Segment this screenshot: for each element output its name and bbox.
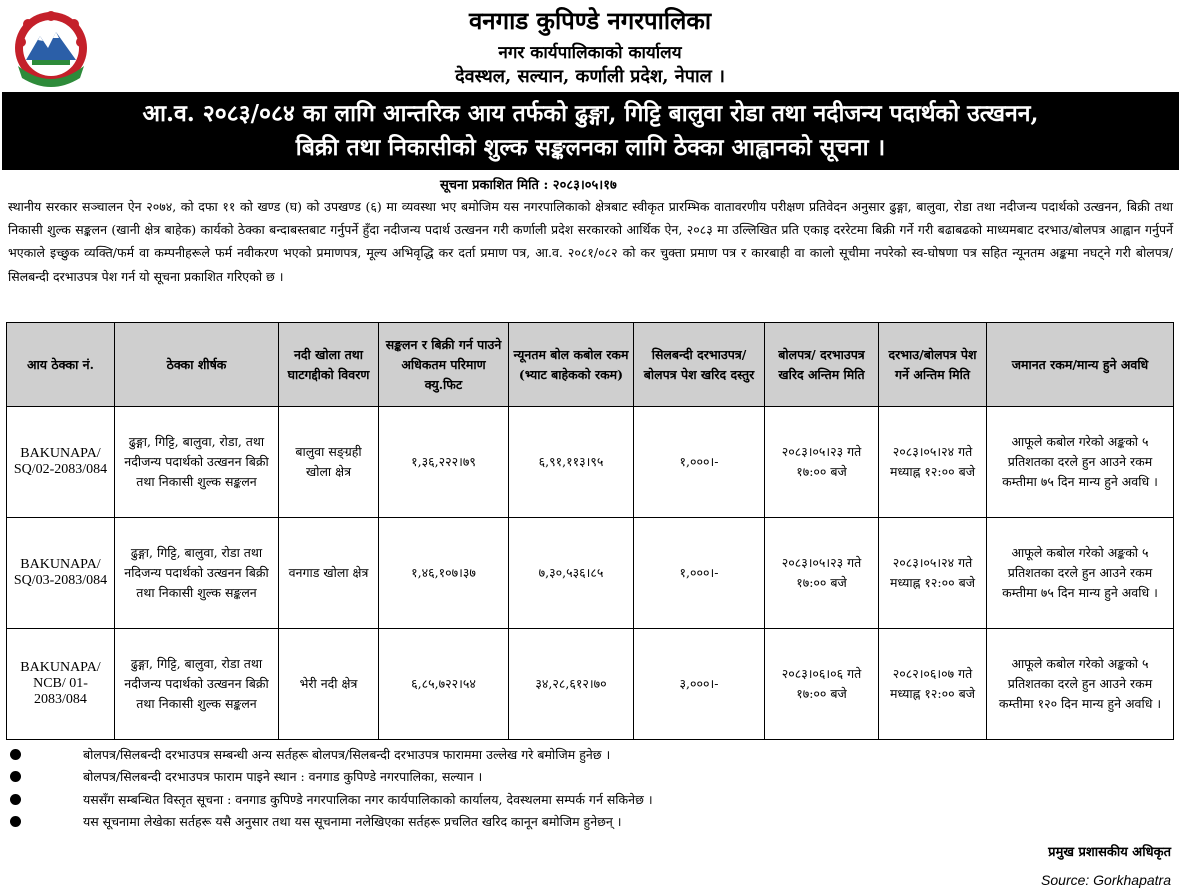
col-header-min-bid: न्यूनतम बोल कबोल रकम (भ्याट बाहेकको रकम) [509, 323, 634, 407]
col-header-location: नदी खोला तथा घाटगद्दीको विवरण [279, 323, 379, 407]
quantity-cell: १,४६,१०७।३७ [379, 518, 509, 629]
signature-title: प्रमुख प्रशासकीय अधिकृत [1048, 845, 1171, 860]
location-cell: भेरी नदी क्षेत्र [279, 629, 379, 740]
note-text: यस सूचनामा लेखेका सर्तहरू यसै अनुसार तथा यस सूचनामा नलेखिएका सर्तहरू प्रचलित खरिद कानून बमोजिम हुनेछन् । [83, 814, 622, 830]
col-header-title: ठेक्का शीर्षक [115, 323, 279, 407]
quantity-cell: १,३६,२२२।७९ [379, 407, 509, 518]
min-bid-cell: ७,३०,५३६।८५ [509, 518, 634, 629]
fee-cell: ३,०००।- [634, 629, 765, 740]
list-item [10, 811, 1170, 833]
tender-table [6, 322, 1174, 740]
fee-cell: १,०००।- [634, 518, 765, 629]
contract-no-cell: BAKUNAPA/ SQ/02-2083/084 [7, 407, 115, 518]
security-cell: आफूले कबोल गरेको अङ्कको ५ प्रतिशतका दरले हुन आउने रकम कम्तीमा ७५ दिन मान्य हुने अवधि । [987, 518, 1174, 629]
purchase-deadline-cell: २०८३।०५।२३ गते १७:०० बजे [765, 407, 879, 518]
security-cell: आफूले कबोल गरेको अङ्कको ५ प्रतिशतका दरले हुन आउने रकम कम्तीमा ७५ दिन मान्य हुने अवधि । [987, 407, 1174, 518]
note-text: बोलपत्र/सिलबन्दी दरभाउपत्र फाराम पाइने स्थान : वनगाड कुपिण्डे नगरपालिका, सल्यान । [83, 769, 483, 785]
col-header-purchase-deadline: बोलपत्र/ दरभाउपत्र खरिद अन्तिम मिति [765, 323, 879, 407]
nepal-emblem-icon [8, 8, 94, 90]
municipality-name: वनगाड कुपिण्डे नगरपालिका [468, 6, 712, 35]
bullet-icon [10, 816, 21, 827]
submission-deadline-cell: २०८३।०५।२४ गते मध्याह्न १२:०० बजे [879, 407, 987, 518]
col-header-security: जमानत रकम/मान्य हुने अवधि [987, 323, 1174, 407]
table-row [7, 629, 1174, 740]
col-header-quantity: सङ्कलन र बिक्री गर्न पाउने अधिकतम परिमाण क्यु.फिट [379, 323, 509, 407]
col-header-fee: सिलबन्दी दरभाउपत्र/बोलपत्र पेश खरिद दस्तुर [634, 323, 765, 407]
list-item [10, 789, 1170, 811]
submission-deadline-cell: २०८३।०५।२४ गते मध्याह्न १२:०० बजे [879, 518, 987, 629]
source-credit: Source: Gorkhapatra [1041, 872, 1171, 888]
title-cell: ढुङ्गा, गिट्टि, बालुवा, रोडा, तथा नदीजन्य पदार्थको उत्खनन बिक्री तथा निकासी शुल्क सङ्कलन [115, 407, 279, 518]
location-cell: वनगाड खोला क्षेत्र [279, 518, 379, 629]
location-cell: बालुवा सङ्ग्रही खोला क्षेत्र [279, 407, 379, 518]
table-row [7, 518, 1174, 629]
bullet-icon [10, 794, 21, 805]
intro-paragraph: स्थानीय सरकार सञ्चालन ऐन २०७४, को दफा ११ को खण्ड (घ) को उपखण्ड (६) मा व्यवस्था भए बमोजिम यस नगरपालिकाको क्षेत्रबाट स्वीकृत प्रारम्भिक वातावरणीय परीक्षण प्रतिवेदन अनुसार ढुङ्गा, बालुवा, रोडा तथा नदीजन्य पदार्थको उत्खनन, बिक्री तथा निकासी शुल्क सङ्कलन (खानी क्षेत्र बाहेक) कार्यको ठेक्का बन्दाबस्तबाट गर्नुपर्ने हुँदा नदीजन्य पदार्थ उत्खनन गरी कर्णाली प्रदेश सरकारको आर्थिक ऐन, २०८३ मा उल्लिखित प्रति एकाइ दररेटमा बिक्री गर्ने गरी बढाबढको माध्यमबाट दरभाउ/बोलपत्र आह्वान गर्नुपर्ने भएकाले इच्छुक व्यक्ति/फर्म वा कम्पनीहरूले फर्म नवीकरण भएको प्रमाणपत्र, मूल्य अभिवृद्धि कर दर्ता प्रमाण पत्र, आ.व. २०८१/०८२ को कर चुक्ता प्रमाण पत्र र कारबाही वा कालो सूचीमा नपरेको स्व-घोषणा पत्र सहित न्यूनतम अङ्कमा नघट्ने गरी बोलपत्र/सिलबन्दी दरभाउपत्र पेश गर्न यो सूचना प्रकाशित गरिएको छ । [8, 199, 1173, 284]
min-bid-cell: ६,९१,११३।९५ [509, 407, 634, 518]
office-name: नगर कार्यपालिकाको कार्यालय [498, 43, 682, 63]
quantity-cell: ६,८५,७२२।५४ [379, 629, 509, 740]
title-cell: ढुङ्गा, गिट्टि, बालुवा, रोडा तथा नदिजन्य पदार्थको उत्खनन बिक्री तथा निकासी शुल्क सङ्कलन [115, 518, 279, 629]
notice-title-banner [2, 92, 1179, 170]
publish-date: सूचना प्रकाशित मिति : २०८३।०५।१७ [440, 178, 617, 193]
note-text: बोलपत्र/सिलबन्दी दरभाउपत्र सम्बन्धी अन्य सर्तहरू बोलपत्र/सिलबन्दी दरभाउपत्र फाराममा उल्लेख गरे बमोजिम हुनेछ । [83, 747, 611, 762]
terms-list [10, 744, 1170, 834]
submission-deadline-cell: २०८२।०६।०७ गते मध्याह्न १२:०० बजे [879, 629, 987, 740]
note-text: यससँग सम्बन्धित विस्तृत सूचना : वनगाड कुपिण्डे नगरपालिका नगर कार्यपालिकाको कार्यालय, देवस्थलमा सम्पर्क गर्न सकिनेछ । [83, 791, 653, 807]
col-header-submission-deadline: दरभाउ/बोलपत्र पेश गर्ने अन्तिम मिति [879, 323, 987, 407]
notice-title-line1: आ.व. २०८३/०८४ का लागि आन्तरिक आय तर्फको ढुङ्गा, गिट्टि बालुवा रोडा तथा नदीजन्य पदार्थको उत्खनन, [142, 100, 1039, 127]
min-bid-cell: ३४,२८,६१२।७० [509, 629, 634, 740]
title-cell: ढुङ्गा, गिट्टि, बालुवा, रोडा तथा नदीजन्य पदार्थको उत्खनन बिक्री तथा निकासी शुल्क सङ्कलन [115, 629, 279, 740]
notice-title-line2: बिक्री तथा निकासीको शुल्क सङ्कलनका लागि ठेक्का आह्वानको सूचना । [295, 134, 886, 161]
col-header-contract-no: आय ठेक्का नं. [7, 323, 115, 407]
bullet-icon [10, 749, 21, 760]
list-item [10, 766, 1170, 788]
table-header-row [7, 323, 1174, 407]
security-cell: आफूले कबोल गरेको अङ्कको ५ प्रतिशतका दरले हुन आउने रकम कम्तीमा १२० दिन मान्य हुने अवधि । [987, 629, 1174, 740]
table-row [7, 407, 1174, 518]
purchase-deadline-cell: २०८३।०५।२३ गते १७:०० बजे [765, 518, 879, 629]
bullet-icon [10, 771, 21, 782]
fee-cell: १,०००।- [634, 407, 765, 518]
contract-no-cell: BAKUNAPA/ SQ/03-2083/084 [7, 518, 115, 629]
purchase-deadline-cell: २०८३।०६।०६ गते १७:०० बजे [765, 629, 879, 740]
contract-no-cell: BAKUNAPA/ NCB/ 01-2083/084 [7, 629, 115, 740]
office-address: देवस्थल, सल्यान, कर्णाली प्रदेश, नेपाल । [455, 66, 725, 87]
list-item [10, 744, 1170, 766]
